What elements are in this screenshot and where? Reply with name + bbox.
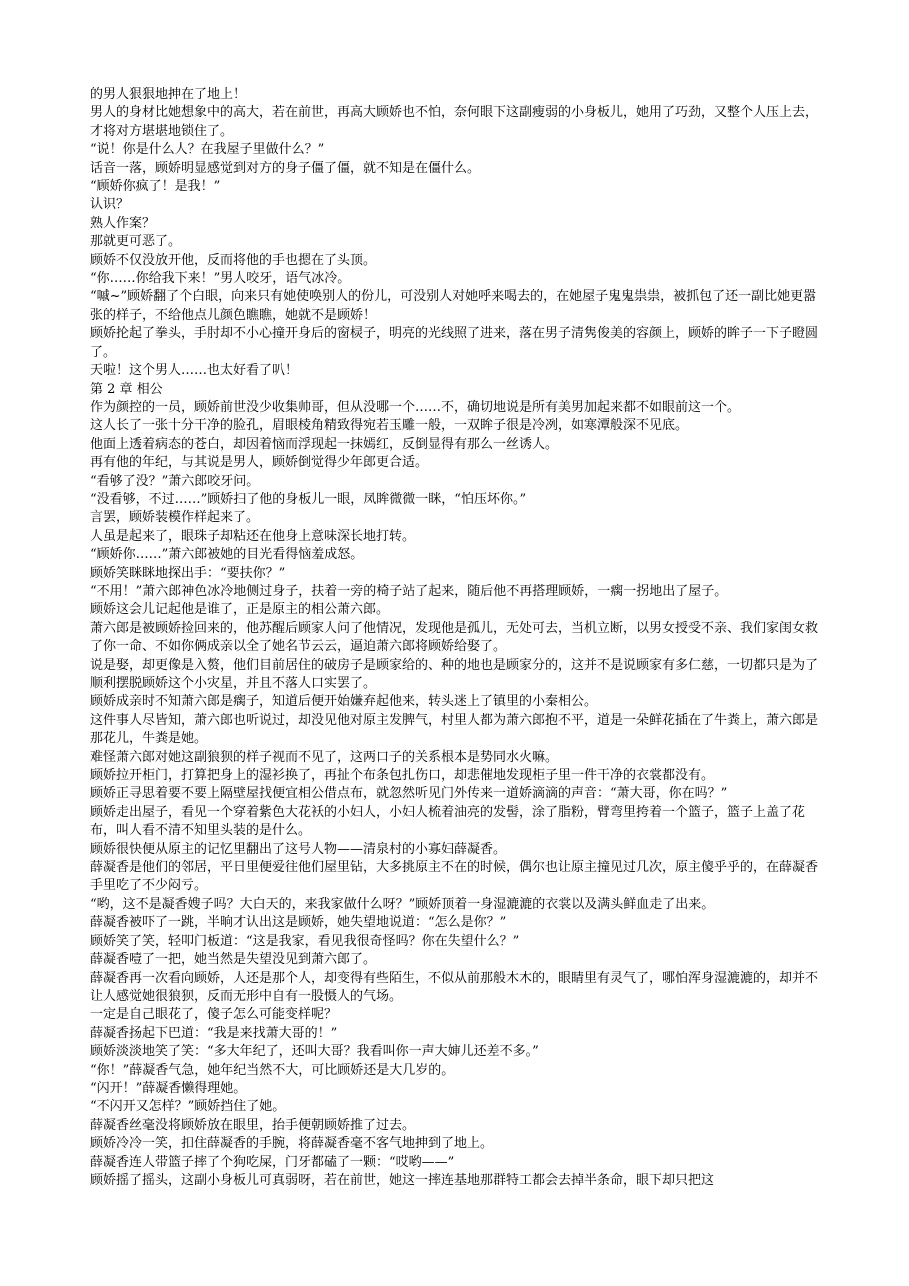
paragraph: 的男人狠狠地抻在了地上！ <box>90 87 247 102</box>
paragraph: 这件事人尽皆知，萧六郎也听说过，却没见他对原主发脾气，村里人都为萧六郎抱不平，道是一朵鲜花插在了牛粪上，萧六郎是那花儿，牛粪是她。 <box>90 712 819 747</box>
paragraph: 萧六郎是被顾娇捡回来的，他苏醒后顾家人问了他情况，发现他是孤儿，无处可去，当机立断，以男女授受不亲、我们家闺女救了你一命、不如你俩成亲以全了她名节云云，逼迫萧六郎将顾娇给娶了。 <box>90 620 819 655</box>
paragraph: 薛凝香噎了一把，她当然是失望没见到萧六郎了。 <box>90 952 377 968</box>
paragraph: 难怪萧六郎对她这副狼狈的样子视而不见了，这两口子的关系根本是势同水火嘛。 <box>90 749 559 765</box>
paragraph: 顾娇很快便从原主的记忆里翻出了这号人物——清泉村的小寡妇薛凝香。 <box>90 841 507 857</box>
paragraph: “闪开！”薛凝香懒得理她。 <box>90 1080 247 1096</box>
paragraph: 薛凝香被吓了一跳，半晌才认出这是顾娇，她失望地说道：“怎么是你？” <box>90 915 507 931</box>
paragraph: 顾娇拉开柜门，打算把身上的湿衫换了，再扯个布条包扎伤口，却悲催地发现柜子里一件干净的衣裳都没有。 <box>90 768 715 784</box>
paragraph: 薛凝香再一次看向顾娇，人还是那个人，却变得有些陌生，不似从前那般木木的，眼睛里有灵气了，哪怕浑身湿漉漉的，却并不让人感觉她很狼狈，反而无形中自有一股慑人的气场。 <box>90 970 819 1004</box>
paragraph: 薛凝香是他们的邻居，平日里便爱往他们屋里钻，大多挑原主不在的时候，偶尔也让原主撞见过几次，原主傻乎乎的，在薛凝香手里吃了不少闷亏。 <box>90 860 819 894</box>
paragraph: “哟，这不是凝香嫂子吗？大白天的，来我家做什么呀？”顾娇顶着一身湿漉漉的衣裳以及满头鲜血走了出来。 <box>90 896 715 912</box>
paragraph: 顾娇冷冷一笑，扣住薛凝香的手腕，将薛凝香毫不客气地抻到了地上。 <box>90 1136 494 1152</box>
paragraph: 作为颜控的一员，顾娇前世没少收集帅哥，但从没哪一个……不，确切地说是所有美男加起来都不如眼前这一个。 <box>90 399 741 415</box>
paragraph: 顾娇摇了摇头，这副小身板儿可真弱呀，若在前世，她这一摔连基地那群特工都会去掉半条命，眼下却只把这 <box>90 1172 715 1188</box>
paragraph: “你！”薛凝香气急，她年纪当然不大，可比顾娇还是大几岁的。 <box>90 1062 455 1078</box>
document-page <box>90 86 822 1190</box>
paragraph: 人虽是起来了，眼珠子却粘还在他身上意味深长地打转。 <box>90 528 416 544</box>
paragraph: “不用！”萧六郎神色冰冷地侧过身子，扶着一旁的椅子站了起来，随后他不再搭理顾娇，一瘸一拐地出了屋子。 <box>90 583 728 599</box>
paragraph: 他面上透着病态的苍白，却因着恼而浮现起一抹嫣红，反倒显得有那么一丝诱人。 <box>90 436 559 452</box>
paragraph: 顾娇走出屋子，看见一个穿着紫色大花袄的小妇人，小妇人梳着油亮的发髻，涂了脂粉，臂弯里挎着一个篮子，篮子上盖了花布，叫人看不清不知里头装的是什么。 <box>90 804 806 839</box>
paragraph: 熟人作案？ <box>90 215 156 231</box>
paragraph: 顾娇笑眯眯地探出手：“要扶你？” <box>90 565 286 581</box>
paragraph: “嘁~”顾娇翻了个白眼，向来只有她使唤别人的份儿，可没别人对她呼来喝去的，在她屋子鬼鬼祟祟，被抓包了还一副比她更嚣张的样子，不给他点儿颜色瞧瞧，她就不是顾娇！ <box>90 289 817 323</box>
paragraph: 男人的身材比她想象中的高大，若在前世，再高大顾娇也不怕，奈何眼下这副瘦弱的小身板儿，她用了巧劲，又整个人压上去，才将对方堪堪地锁住了。 <box>90 105 819 139</box>
paragraph: “你……你给我下来！”男人咬牙，语气冰冷。 <box>90 271 351 287</box>
paragraph: 顾娇这会儿记起他是谁了，正是原主的相公萧六郎。 <box>90 602 390 618</box>
paragraph: “没看够，不过……”顾娇扫了他的身板儿一眼，凤眸微微一眯，“怕压坏你。” <box>90 491 527 507</box>
paragraph: 顾娇不仅没放开他，反而将他的手也摁在了头顶。 <box>90 252 377 268</box>
paragraph: “不闪开又怎样？”顾娇挡住了她。 <box>90 1099 286 1115</box>
paragraph: 言罢，顾娇装模作样起来了。 <box>90 510 260 526</box>
paragraph: 薛凝香丝毫没将顾娇放在眼里，抬手便朝顾娇推了过去。 <box>90 1117 416 1133</box>
paragraph: 薛凝香扬起下巴道：“我是来找萧大哥的！” <box>90 1025 338 1041</box>
paragraph: 顾娇成亲时不知萧六郎是瘸子，知道后便开始嫌弃起他来，转头迷上了镇里的小秦相公。 <box>90 694 598 710</box>
paragraph: “顾娇你疯了！是我！” <box>90 179 221 195</box>
paragraph: “看够了没？”萧六郎咬牙问。 <box>90 473 260 489</box>
paragraph: 天啦！这个男人……也太好看了叭！ <box>90 363 299 379</box>
paragraph: “顾娇你……”萧六郎被她的目光看得恼羞成怒。 <box>90 547 364 563</box>
paragraph: 那就更可恶了。 <box>90 234 182 250</box>
paragraph: 再有他的年纪，与其说是男人，顾娇倒觉得少年郎更合适。 <box>90 455 429 471</box>
paragraph: 这人长了一张十分干净的脸孔，眉眼棱角精致得宛若玉雕一般，一双眸子很是冷冽，如寒潭般深不见底。 <box>90 418 689 434</box>
paragraph: 顾娇正寻思着要不要上隔壁屋找便宜相公借点布，就忽然听见门外传来一道娇滴滴的声音：“萧大哥，你在吗？” <box>90 786 728 802</box>
paragraph: 顾娇笑了笑，轻叩门板道：“这是我家，看见我很奇怪吗？你在失望什么？” <box>90 933 520 949</box>
paragraph: 认识？ <box>90 197 130 213</box>
paragraph: 薛凝香连人带篮子摔了个狗吃屎，门牙都磕了一颗：“哎哟——” <box>90 1154 455 1170</box>
paragraph: 一定是自己眼花了，傻子怎么可能变样呢？ <box>90 1007 338 1023</box>
paragraph: 顾娇淡淡地笑了笑：“多大年纪了，还叫大哥？我看叫你一声大婶儿还差不多。” <box>90 1044 539 1060</box>
paragraph: 顾娇抡起了拳头，手肘却不小心撞开身后的窗棂子，明亮的光线照了进来，落在男子清隽俊美的容颜上，顾娇的眸子一下子瞪圆了。 <box>90 326 819 360</box>
paragraph: 说是娶，却更像是入赘，他们目前居住的破房子是顾家给的、种的地也是顾家分的，这并不是说顾家有多仁慈，一切都只是为了顺利摆脱顾娇这个小灾星，并且不落人口实罢了。 <box>90 657 819 691</box>
paragraph: “说！你是什么人？在我屋子里做什么？” <box>90 142 325 158</box>
chapter-heading: 第 2 章 相公 <box>90 381 163 397</box>
paragraph: 话音一落，顾娇明显感觉到对方的身子僵了僵，就不知是在僵什么。 <box>90 160 481 176</box>
